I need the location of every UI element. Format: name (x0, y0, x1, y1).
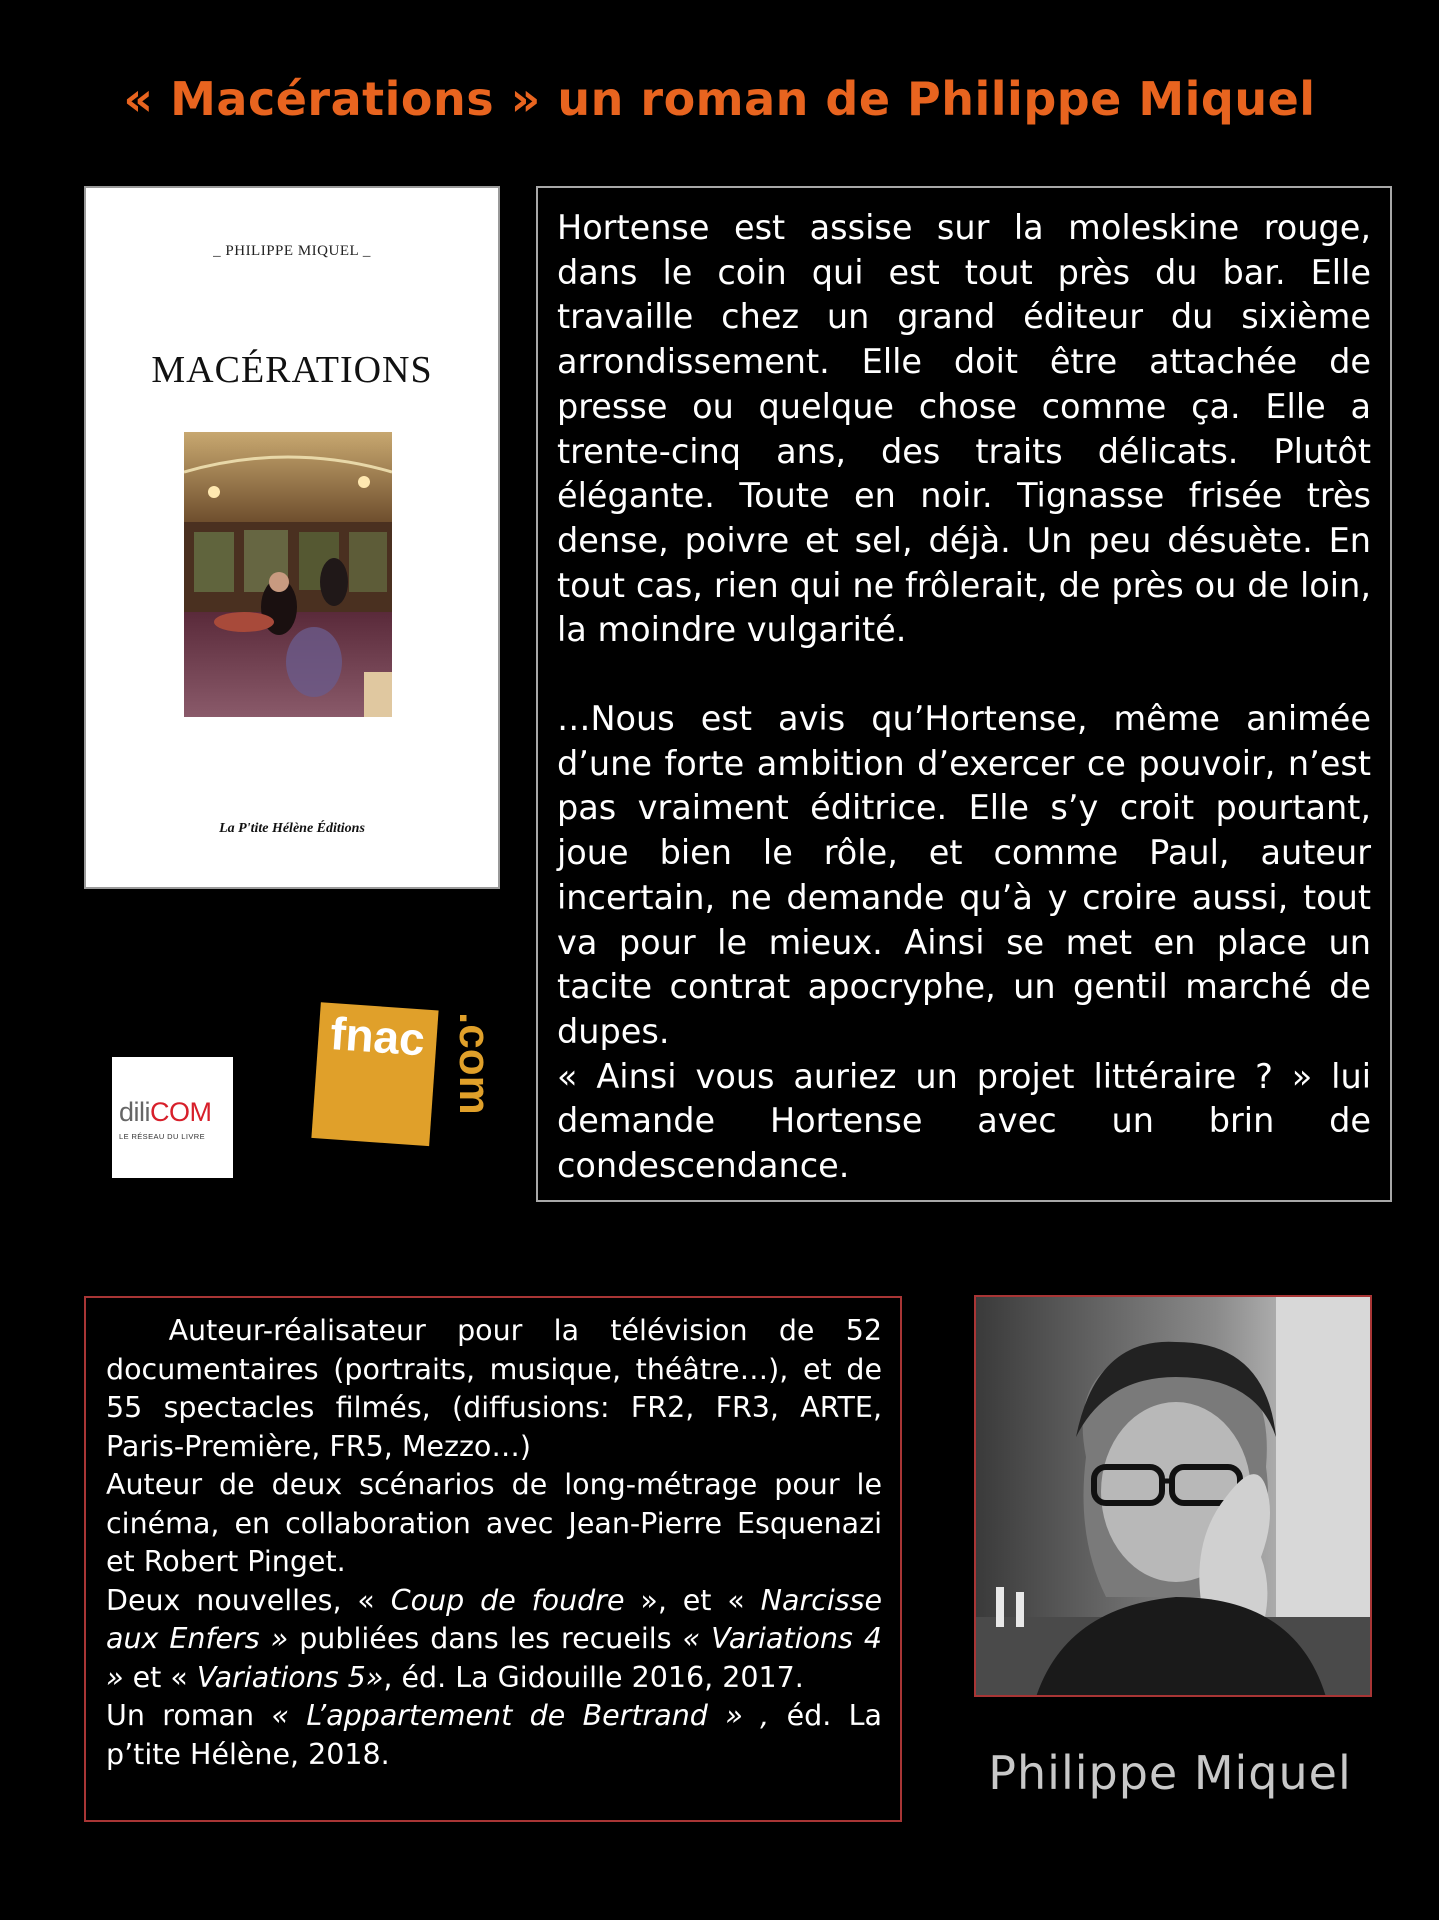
fnac-logo-image (300, 992, 500, 1162)
excerpt-paragraph: « Ainsi vous auriez un projet littéraire ? » lui demande Hortense avec un brin de condescendance. (557, 1056, 1371, 1186)
bio-paragraph: Auteur de deux scénarios de long-métrage pour le cinéma, en collaboration avec Jean-Pierre Esquenazi et Robert Pinget. (106, 1468, 882, 1578)
author-portrait (974, 1295, 1372, 1697)
cover-title: MACÉRATIONS (151, 349, 433, 391)
fnac-wordmark: fnac (328, 1007, 427, 1066)
book-excerpt (536, 186, 1392, 1202)
cafe-photo-image (184, 432, 392, 717)
dilicom-wordmark: diliCOM (119, 1097, 212, 1127)
cover-publisher: La P'tite Hélène Éditions (219, 821, 365, 836)
bio-paragraph: Deux nouvelles, « Coup de foudre », et « Narcisse aux Enfers » publiées dans les recueils « Variations 4 » et « Variations 5», éd. La Gidouille 2016, 2017. (106, 1583, 882, 1694)
dilicom-tagline: LE RÉSEAU DU LIVRE (119, 1132, 205, 1141)
cover-photo (184, 432, 392, 717)
bio-paragraph: Auteur-réalisateur pour la télévision de 52 documentaires (portraits, musique, théâtre…), et de 55 spectacles filmés, (diffusions: FR2, FR3, ARTE, Paris-Première, FR5, Mezzo…) (106, 1314, 892, 1463)
fnac-suffix: .com (450, 1012, 499, 1115)
author-photo-image (976, 1297, 1372, 1697)
page-title: « Macérations » un roman de Philippe Miquel (123, 72, 1316, 126)
fnac-logo[interactable] (300, 992, 500, 1162)
book-cover (84, 186, 500, 889)
dilicom-logo[interactable] (112, 1057, 233, 1178)
excerpt-paragraph: …Nous est avis qu’Hortense, même animée d’une forte ambition d’exercer ce pouvoir, n’est pas vraiment éditrice. Elle s’y croit pourtant, joue bien le rôle, et comme Paul, auteur incertain, ne demande qu’à y croire aussi, tout va pour le mieux. Ainsi se met en place un tacite contrat apocryphe, un gentil marché de dupes. (557, 699, 1371, 1051)
portrait-caption: Philippe Miquel (988, 1746, 1352, 1800)
excerpt-paragraph: Hortense est assise sur la moleskine rouge, dans le coin qui est tout près du bar. Elle travaille chez un grand éditeur du sixième arrondissement. Elle doit être attachée de presse ou quelque chose comme ça. Elle a trente-cinq ans, des traits délicats. Plutôt élégante. Toute en noir. Tignasse frisée très dense, poivre et sel, déjà. Un peu désuète. En tout cas, rien qui ne frôlerait, de près ou de loin, la moindre vulgarité. (557, 208, 1371, 650)
author-bio (84, 1296, 902, 1822)
cover-author: _ PHILIPPE MIQUEL _ (213, 243, 371, 259)
bio-paragraph: Un roman « L’appartement de Bertrand » , éd. La p’tite Hélène, 2018. (106, 1699, 882, 1771)
